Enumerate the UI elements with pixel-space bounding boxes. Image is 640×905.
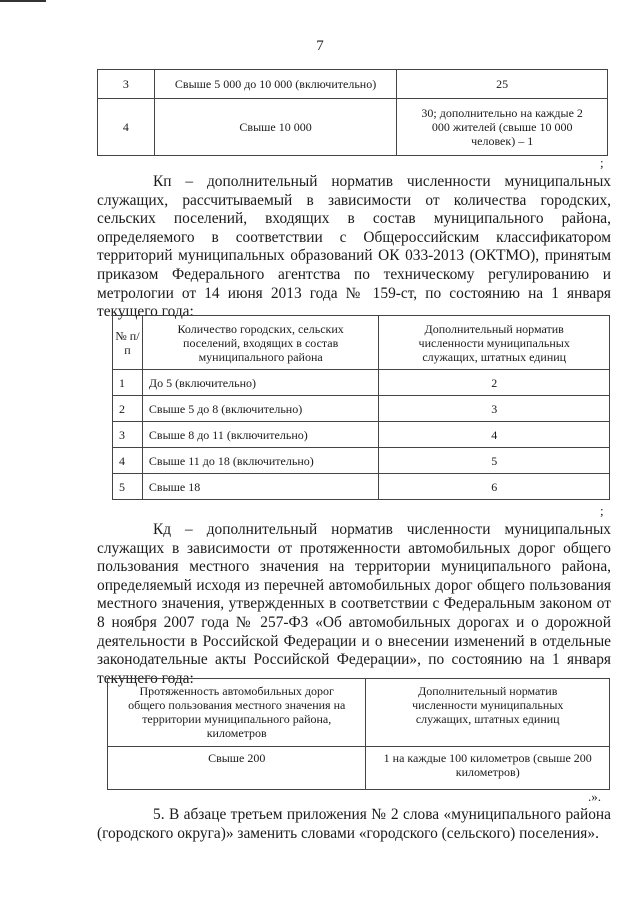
row-number: 2 bbox=[113, 396, 143, 422]
norm-value: 4 bbox=[379, 422, 610, 448]
settlements-range: Свыше 8 до 11 (включительно) bbox=[142, 422, 379, 448]
norm-value: 1 на каждые 100 километров (свыше 200 километров) bbox=[366, 747, 610, 790]
road-length-range: Свыше 200 bbox=[108, 747, 366, 790]
closing-quote: .». bbox=[588, 789, 601, 804]
table-row bbox=[113, 448, 610, 474]
paragraph-kd: Кд – дополнительный норматив численности муниципальных служащих в зависимости от протяженности автомобильных дорог общего пользования местного значения на территории муниципального района, определяемый исходя из перечней автомобильных дорог общего пользования местного значения, утвержденных в соответствии с Федеральным законом от 8 ноября 2007 года № 257-ФЗ «Об автомобильных дорогах и о дорожной деятельности в Российской Федерации и о внесении изменений в отдельные законодательные акты Российской Федерации», по состоянию на 1 января текущего года: bbox=[97, 521, 611, 687]
settlements-range: Свыше 11 до 18 (включительно) bbox=[142, 448, 379, 474]
settlements-range: До 5 (включительно) bbox=[142, 370, 379, 396]
table-row bbox=[98, 70, 608, 99]
table-row bbox=[98, 99, 608, 156]
population-range: Свыше 10 000 bbox=[154, 99, 396, 156]
table-header-row bbox=[108, 679, 610, 747]
semicolon: ; bbox=[600, 503, 604, 518]
paragraph-5: 5. В абзаце третьем приложения № 2 слова «муниципального района (городского округа)» заменить словами «городского (сельского) поселения». bbox=[97, 806, 611, 842]
row-number: 1 bbox=[113, 370, 143, 396]
population-range: Свыше 5 000 до 10 000 (включительно) bbox=[154, 70, 396, 99]
row-number: 3 bbox=[113, 422, 143, 448]
staffing-table-population bbox=[97, 69, 608, 156]
settlements-range: Свыше 5 до 8 (включительно) bbox=[142, 396, 379, 422]
norm-value: 5 bbox=[379, 448, 610, 474]
staffing-table-roads bbox=[107, 678, 610, 790]
table-header-row bbox=[113, 316, 610, 370]
table-row bbox=[113, 422, 610, 448]
norm-value: 3 bbox=[379, 396, 610, 422]
header-road-length: Протяженность автомобильных дорог общего пользования местного значения на территории муниципального района, километров bbox=[108, 679, 366, 747]
table-row bbox=[113, 396, 610, 422]
table-row bbox=[113, 474, 610, 500]
paragraph-kp: Кп – дополнительный норматив численности муниципальных служащих, рассчитываемый в зависимости от количества городских, сельских поселений, входящих в состав муниципального района, определяемого в соответствии с Общероссийским классификатором территорий муниципальных образований ОК 033-2013 (ОКТМО), принятым приказом Федерального агентства по техническому регулированию и метрологии от 14 июня 2013 года № 159-ст, по состоянию на 1 января текущего года: bbox=[97, 173, 611, 321]
norm-value: 6 bbox=[379, 474, 610, 500]
row-number: 4 bbox=[98, 99, 155, 156]
table-row bbox=[108, 747, 610, 790]
norm-value: 2 bbox=[379, 370, 610, 396]
settlements-range: Свыше 18 bbox=[142, 474, 379, 500]
norm-value: 25 bbox=[397, 70, 608, 99]
header-settlements: Количество городских, сельских поселений, входящих в состав муниципального района bbox=[142, 316, 379, 370]
header-number: № п/п bbox=[113, 316, 143, 370]
top-rule bbox=[0, 0, 46, 2]
header-norm: Дополнительный норматив численности муниципальных служащих, штатных единиц bbox=[366, 679, 610, 747]
header-norm: Дополнительный норматив численности муниципальных служащих, штатных единиц bbox=[379, 316, 610, 370]
semicolon: ; bbox=[600, 155, 604, 170]
page-number: 7 bbox=[316, 38, 324, 54]
row-number: 3 bbox=[98, 70, 155, 99]
staffing-table-settlements bbox=[112, 315, 610, 500]
row-number: 4 bbox=[113, 448, 143, 474]
table-row bbox=[113, 370, 610, 396]
row-number: 5 bbox=[113, 474, 143, 500]
norm-value: 30; дополнительно на каждые 2 000 жителей (свыше 10 000 человек) – 1 bbox=[397, 99, 608, 156]
